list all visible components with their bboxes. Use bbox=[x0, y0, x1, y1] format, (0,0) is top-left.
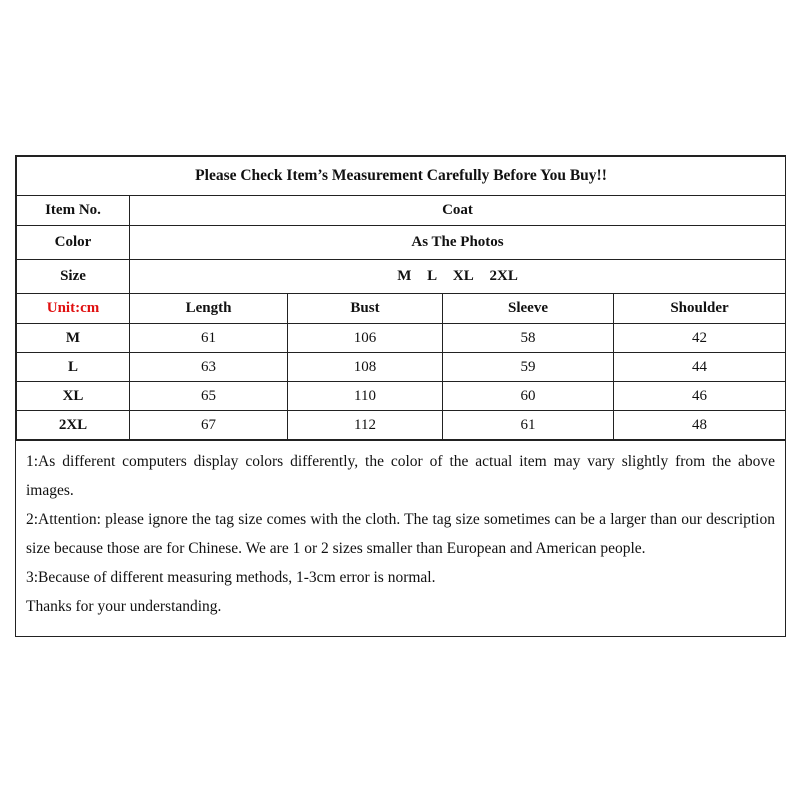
cell-shoulder: 42 bbox=[614, 324, 786, 353]
table-row bbox=[17, 382, 786, 411]
item-no-label: Item No. bbox=[17, 196, 130, 226]
cell-sleeve: 60 bbox=[443, 382, 614, 411]
cell-bust: 110 bbox=[288, 382, 443, 411]
size-values bbox=[130, 260, 786, 294]
size-option: L bbox=[427, 268, 438, 284]
column-header-shoulder: Shoulder bbox=[614, 294, 786, 324]
note-colors: 1:As different computers display colors differently, the color of the actual item may vary slightly from the above images. bbox=[26, 453, 775, 499]
table-row bbox=[17, 411, 786, 440]
item-no-value: Coat bbox=[130, 196, 786, 226]
cell-length: 61 bbox=[130, 324, 288, 353]
cell-length: 65 bbox=[130, 382, 288, 411]
column-header-length: Length bbox=[130, 294, 288, 324]
note-thanks: Thanks for your understanding. bbox=[26, 598, 222, 615]
cell-bust: 106 bbox=[288, 324, 443, 353]
cell-bust: 112 bbox=[288, 411, 443, 440]
size-option: M bbox=[397, 268, 412, 284]
cell-shoulder: 48 bbox=[614, 411, 786, 440]
cell-bust: 108 bbox=[288, 353, 443, 382]
measurement-table bbox=[16, 156, 786, 440]
size-option: 2XL bbox=[489, 268, 518, 284]
color-label: Color bbox=[17, 226, 130, 260]
size-label: Size bbox=[17, 260, 130, 294]
cell-sleeve: 59 bbox=[443, 353, 614, 382]
unit-label: Unit:cm bbox=[17, 294, 130, 324]
cell-shoulder: 46 bbox=[614, 382, 786, 411]
color-value: As The Photos bbox=[130, 226, 786, 260]
cell-length: 63 bbox=[130, 353, 288, 382]
row-size: XL bbox=[17, 382, 130, 411]
row-size: 2XL bbox=[17, 411, 130, 440]
column-header-sleeve: Sleeve bbox=[443, 294, 614, 324]
note-measuring: 3:Because of different measuring methods, 1-3cm error is normal. bbox=[26, 569, 436, 586]
cell-shoulder: 44 bbox=[614, 353, 786, 382]
table-row bbox=[17, 324, 786, 353]
column-header-bust: Bust bbox=[288, 294, 443, 324]
cell-sleeve: 58 bbox=[443, 324, 614, 353]
notes-section bbox=[16, 440, 785, 621]
row-size: M bbox=[17, 324, 130, 353]
note-tag-size: 2:Attention: please ignore the tag size comes with the cloth. The tag size sometimes can be a larger than our description size because those are for Chinese. We are 1 or 2 sizes smaller than European and American people. bbox=[26, 511, 775, 557]
row-size: L bbox=[17, 353, 130, 382]
chart-title: Please Check Item’s Measurement Carefully Before You Buy!! bbox=[17, 157, 786, 196]
size-option: XL bbox=[452, 268, 474, 284]
table-row bbox=[17, 353, 786, 382]
cell-sleeve: 61 bbox=[443, 411, 614, 440]
size-chart bbox=[15, 155, 786, 637]
cell-length: 67 bbox=[130, 411, 288, 440]
